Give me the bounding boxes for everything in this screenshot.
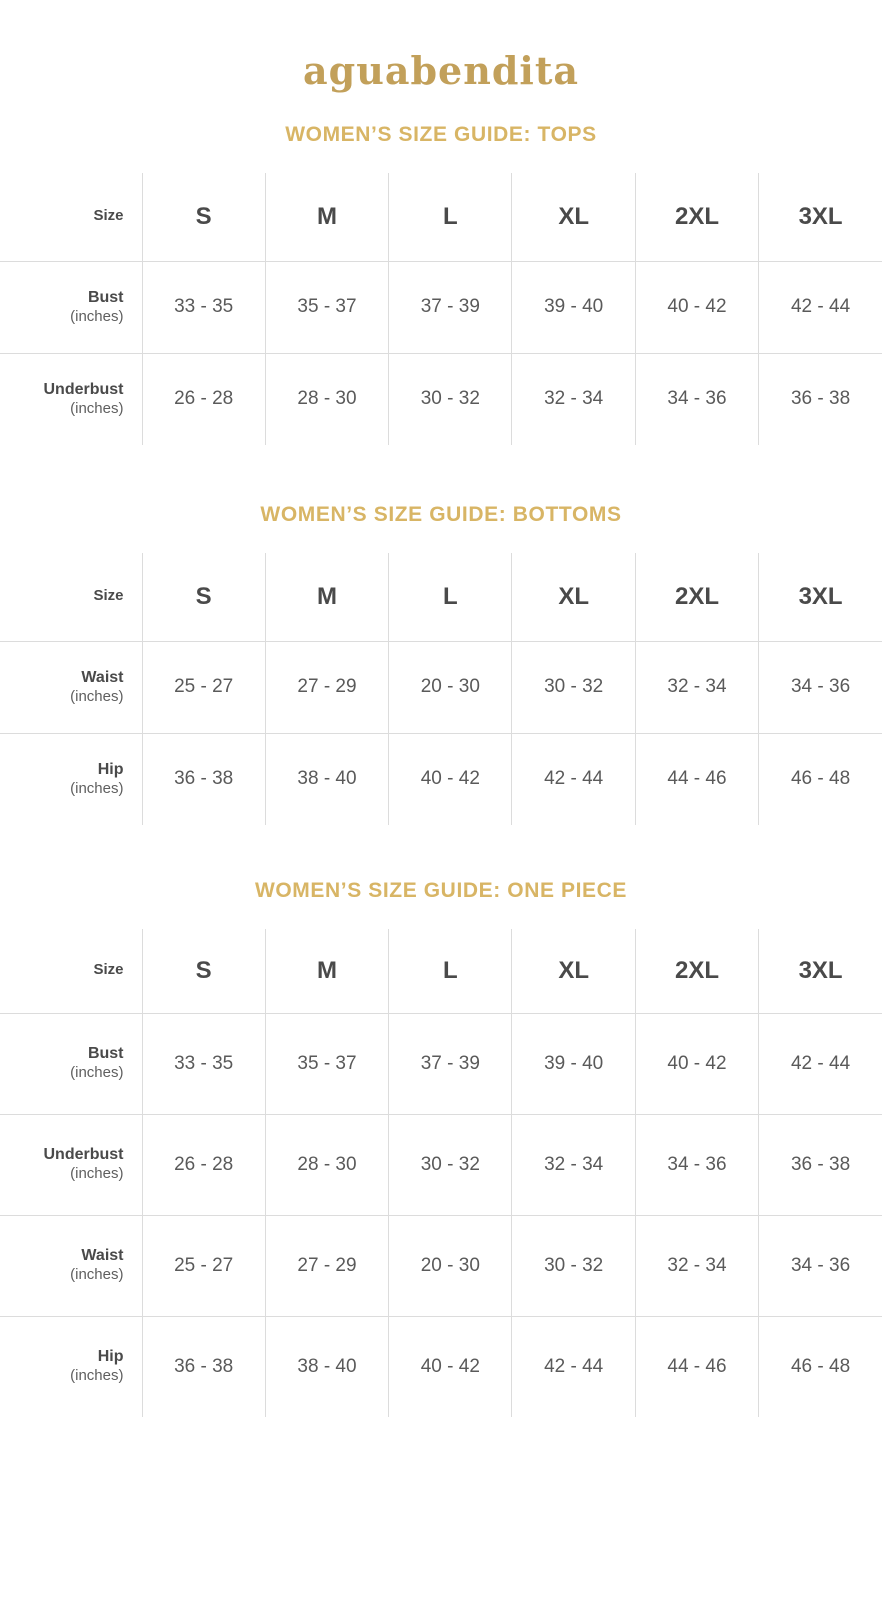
cell: 36 - 38 [759,1114,882,1215]
table-header-row [0,553,882,641]
row-label-underbust [0,1114,142,1215]
row-label-bust [0,1013,142,1114]
cell: 42 - 44 [512,1316,635,1417]
row-label-underbust [0,353,142,445]
row-label-waist [0,641,142,733]
cell: 38 - 40 [265,733,388,825]
row-label-bust [0,261,142,353]
cell: 20 - 30 [389,1215,512,1316]
cell: 32 - 34 [512,353,635,445]
column-header-l: L [389,553,512,641]
section-bottoms [0,503,882,825]
table-row [0,261,882,353]
table-row [0,1114,882,1215]
cell: 32 - 34 [635,1215,758,1316]
cell: 25 - 27 [142,641,265,733]
row-label-text: Hip [97,760,124,778]
column-header-s: S [142,173,265,261]
size-table-one-piece [0,929,882,1417]
cell: 42 - 44 [512,733,635,825]
cell: 34 - 36 [635,353,758,445]
row-label-text: Bust [87,288,124,306]
row-label-unit: (inches) [70,1266,124,1284]
column-header-m: M [265,173,388,261]
cell: 20 - 30 [389,641,512,733]
cell: 39 - 40 [512,1013,635,1114]
row-label-unit: (inches) [70,1367,124,1385]
row-label-hip [0,733,142,825]
table-row [0,353,882,445]
row-label-hip [0,1316,142,1417]
row-label-text: Underbust [43,380,124,398]
cell: 26 - 28 [142,353,265,445]
cell: 42 - 44 [759,1013,882,1114]
row-label-text: Underbust [43,1146,124,1164]
column-header-xl: XL [512,929,635,1013]
size-label: Size [0,553,142,641]
row-label-unit: (inches) [70,399,124,417]
table-header-row [0,173,882,261]
column-header-xl: XL [512,173,635,261]
cell: 28 - 30 [265,1114,388,1215]
cell: 44 - 46 [635,733,758,825]
column-header-m: M [265,929,388,1013]
cell: 33 - 35 [142,1013,265,1114]
column-header-l: L [389,173,512,261]
row-label-unit: (inches) [70,687,124,705]
column-header-l: L [389,929,512,1013]
row-label-text: Waist [81,1247,124,1265]
size-table-tops [0,173,882,445]
cell: 30 - 32 [389,1114,512,1215]
cell: 30 - 32 [512,641,635,733]
cell: 30 - 32 [512,1215,635,1316]
table-row [0,1316,882,1417]
column-header-s: S [142,553,265,641]
cell: 34 - 36 [759,641,882,733]
row-label-text: Bust [87,1045,124,1063]
column-header-2xl: 2XL [635,929,758,1013]
cell: 40 - 42 [635,261,758,353]
cell: 36 - 38 [790,388,851,410]
column-header-2xl: 2XL [635,173,758,261]
table-row [0,1215,882,1316]
cell: 25 - 27 [142,1215,265,1316]
cell: 46 - 48 [790,768,851,790]
cell: 36 - 38 [142,1316,265,1417]
section-one-piece [0,879,882,1417]
table-header-row [0,929,882,1013]
column-header-3xl: 3XL [759,553,882,641]
size-label: Size [0,929,142,1013]
size-label: Size [0,173,142,261]
cell: 37 - 39 [389,261,512,353]
cell: 27 - 29 [265,1215,388,1316]
cell: 32 - 34 [512,1114,635,1215]
cell: 40 - 42 [635,1013,758,1114]
column-header-s: S [142,929,265,1013]
section-tops [0,123,882,445]
section-title-one-piece: WOMEN’S SIZE GUIDE: ONE PIECE [254,879,628,902]
cell: 34 - 36 [759,1215,882,1316]
cell: 26 - 28 [142,1114,265,1215]
row-label-text: Waist [81,668,124,686]
row-label-text: Hip [97,1348,124,1366]
column-header-m: M [265,553,388,641]
size-table-bottoms [0,553,882,825]
row-label-unit: (inches) [70,779,124,797]
cell: 37 - 39 [389,1013,512,1114]
cell: 46 - 48 [790,1355,851,1377]
table-row [0,733,882,825]
cell: 27 - 29 [265,641,388,733]
cell: 40 - 42 [389,1316,512,1417]
cell: 32 - 34 [635,641,758,733]
section-title-tops: WOMEN’S SIZE GUIDE: TOPS [285,123,597,146]
cell: 35 - 37 [265,261,388,353]
cell: 34 - 36 [635,1114,758,1215]
column-header-2xl: 2XL [635,553,758,641]
cell: 36 - 38 [142,733,265,825]
cell: 42 - 44 [759,261,882,353]
cell: 38 - 40 [265,1316,388,1417]
row-label-unit: (inches) [70,307,124,325]
cell: 39 - 40 [512,261,635,353]
column-header-3xl: 3XL [759,929,882,1013]
row-label-unit: (inches) [70,1064,124,1082]
cell: 28 - 30 [265,353,388,445]
cell: 44 - 46 [635,1316,758,1417]
cell: 40 - 42 [389,733,512,825]
column-header-3xl: 3XL [759,173,882,261]
cell: 35 - 37 [265,1013,388,1114]
table-row [0,1013,882,1114]
row-label-waist [0,1215,142,1316]
cell: 33 - 35 [142,261,265,353]
section-title-bottoms: WOMEN’S SIZE GUIDE: BOTTOMS [260,503,622,526]
cell: 30 - 32 [389,353,512,445]
table-row [0,641,882,733]
brand-logo: aguabendita [303,48,579,93]
column-header-xl: XL [512,553,635,641]
row-label-unit: (inches) [70,1165,124,1183]
